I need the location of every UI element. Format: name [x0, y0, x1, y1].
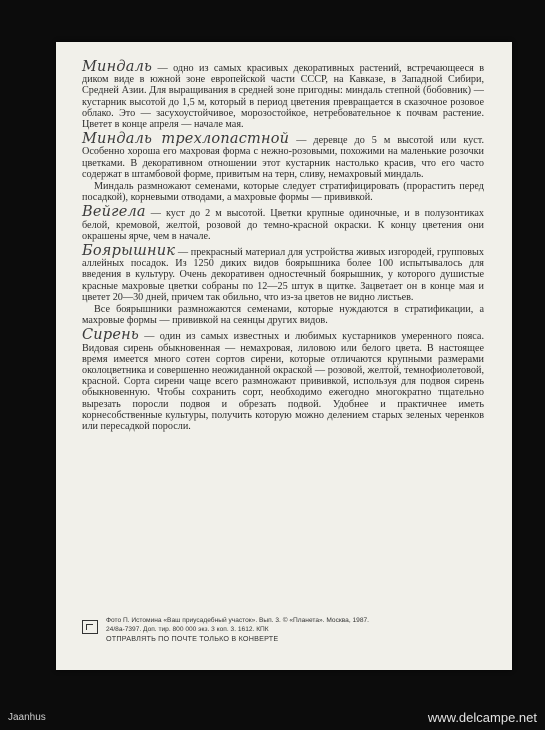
footer-line-3: ОТПРАВЛЯТЬ ПО ПОЧТЕ ТОЛЬКО В КОНВЕРТЕ: [106, 634, 279, 643]
section-boyaryshnik: [82, 243, 484, 303]
postcard-back: [56, 42, 512, 670]
para-veygela-1: — куст до 2 м высотой. Цветки крупные одиночные, и в полузонтиках белой, кремовой, желтой, розовой до темно-красной окраски. К концу цветения они окрашены ярче, чем в начале.: [82, 208, 484, 242]
section-mindal: [82, 59, 485, 131]
section-mindal-trekhlopastnoy: [82, 131, 485, 180]
section-veygela: [82, 204, 484, 242]
heading-mindal-trekhlopastnoy: Миндаль трехлопастной: [82, 131, 290, 148]
heading-mindal: Миндаль: [82, 59, 153, 75]
card-text: [82, 59, 485, 436]
para-mindal-trekhlopastnoy-1: — деревце до 5 м высотой или куст. Особенно хороша его махровая форма с нежно-розовыми, похожими на маленькие розочки цветками. В декоративном отношении этот кустарник настолько красив, что его часто содержат в штамбовой форме, привитым на терн, сливу, немахровый миндаль.: [82, 135, 485, 180]
para-boyaryshnik-1: — прекрасный материал для устройства живых изгородей, групповых аллейных посадок. Из 1250 диких видов боярышника более 100 испытывалось для введения в культуру. Очень декоративен одностечный боярышник, у которого душистые красные махровые цветки собраны по 12—25 штук в щитке. Зацветает он в конце мая и цветет 20—30 дней, причем так обильно, что из-за цветов не видно листьев.: [82, 247, 484, 303]
heading-boyaryshnik: Боярышник: [82, 243, 176, 260]
footer-line-2: 24/8а-7397. Доп. тир. 800 000 экз. 3 коп. 3. 1612. КПК: [106, 626, 269, 633]
heading-siren: Сирень: [82, 327, 139, 344]
para-mindal-1: — одно из самых красивых декоративных растений, встречающееся в диком виде в южной зоне европейской части СССР, на Кавказе, в Западной Сибири, Средней Азии. Для выращивания в средней зоне пригодны: миндаль степной (бобовник) — кустарник высотой до 1,5 м, который в период цветения превращается в сказочное розовое облако. Это — засухоустойчивое, морозостойкое, нетребовательное к почвам растение. Цветет в конце апреля — начале мая.: [82, 63, 485, 131]
footer-line-1: Фото П. Истомина «Ваш приусадебный участок». Вып. 3. © «Планета». Москва, 1987.: [106, 617, 370, 624]
watermark-site: www.delcampe.net: [427, 710, 537, 725]
publisher-footer: [82, 616, 484, 643]
para-siren-1: — один из самых известных и любимых кустарников умеренного пояса. Видовая сирень обыкновенная — немахровая, лиловою или белого цвета. В настоящее время имеется много сотен сортов сирени, которые отличаются крупными размерами околоцветника и совершенно неожиданной окраской — розовой, желтой, темнофиолетовой, красной. Сорта сирени чаще всего размножают прививкой, используя для подвоя сирень обыкновенную. Чтобы сохранить сорт, необходимо ежегодно многократно тщательно вырезать поросли подвоя и обрезать подвой. Удобнее и практичнее иметь корнесобственные культуры, получить которую можно делением старых зеленых черенков или пересадкой поросли.: [82, 331, 484, 433]
section-siren: [82, 327, 484, 433]
publisher-logo-icon: [82, 620, 98, 634]
para-boyaryshnik-2: Все боярышники размножаются семенами, которые нуждаются в стратификации, а махровые формы — прививкой на сеянцы других видов.: [82, 304, 484, 327]
para-mindal-trekhlopastnoy-2: Миндаль размножают семенами, которые следует стратифицировать (прорастить перед посадкой), корневыми отводами, а махровые формы — прививкой.: [82, 181, 484, 204]
heading-veygela: Вейгела: [82, 204, 146, 221]
watermark-seller: Jaanhus: [8, 712, 46, 723]
